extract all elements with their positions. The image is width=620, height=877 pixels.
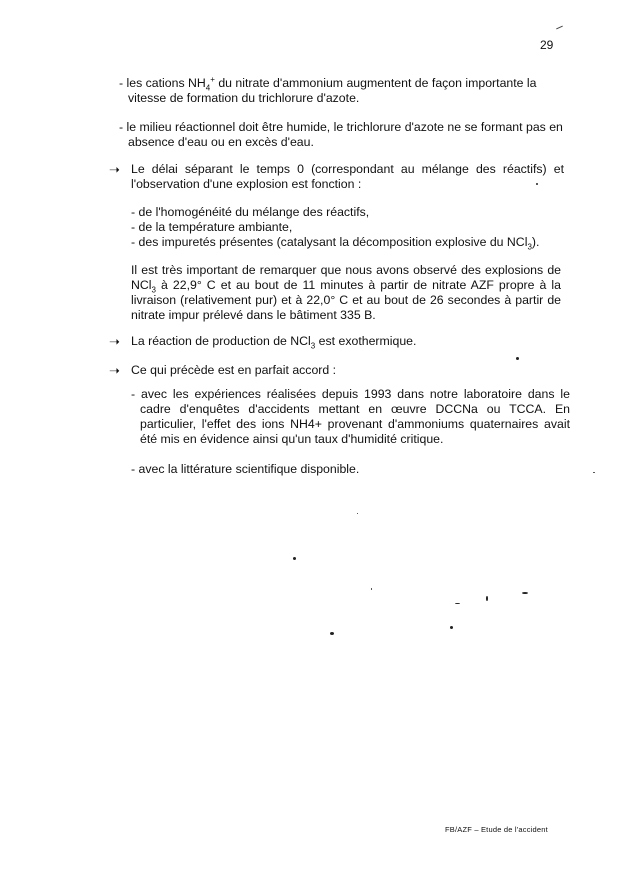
arrow-icon: ➝	[109, 162, 117, 177]
arrow-icon: ➝	[109, 334, 117, 349]
bullet-humid-medium: - le milieu réactionnel doit être humide, le trichlorure d'azote ne se formant pas en absence d'eau ou en excès d'eau.	[119, 120, 563, 149]
arrow-accord-text: Ce qui précède est en parfait accord :	[131, 363, 337, 377]
bullet-nh4-cations	[119, 76, 573, 106]
arrow-exothermic	[109, 334, 564, 351]
factor-homogeneity: - de l'homogénéité du mélange des réactifs,	[131, 205, 370, 219]
arrow-icon: ➝	[109, 363, 117, 378]
factor-impurities-prefix: - des impuretés présentes (catalysant la décomposition explosive du NCl	[131, 235, 528, 249]
bullet-nh4-sub: 4	[205, 83, 211, 93]
scan-speck	[455, 603, 460, 604]
arrow-delay	[109, 162, 564, 192]
remark-paragraph	[131, 263, 561, 323]
page-number-tick	[556, 26, 563, 30]
scan-speck	[293, 557, 296, 560]
factor-impurities	[131, 235, 564, 250]
accord-experiments: - avec les expériences réalisées depuis 1993 dans notre laboratoire dans le cadre d'enquêtes d'accidents mettant en œuvre DCCNa ou TCCA. En particulier, l'effet des ions NH4+ provenant d'ammoniums quaternaires avait été mis en évidence ainsi qu'un taux d'humidité critique.	[131, 387, 570, 446]
scan-speck	[536, 183, 538, 185]
remark-sub: 3	[151, 285, 156, 295]
scan-speck	[357, 513, 358, 514]
bullet-nh4-suffix: du nitrate d'ammonium augmentent de façon importante la vitesse de formation du trichlorure d'azote.	[128, 76, 537, 105]
arrow-exo-suffix: est exothermique.	[315, 334, 417, 348]
scan-speck	[486, 596, 488, 601]
bullet-nh4-sup: +	[210, 74, 215, 84]
scan-speck	[371, 588, 372, 590]
arrow-accord	[109, 363, 564, 378]
scan-speck	[593, 472, 595, 473]
footer-text: FB/AZF – Etude de l'accident	[445, 825, 548, 834]
scan-speck	[522, 592, 528, 594]
page-number: 29	[540, 38, 554, 52]
accord-literature: - avec la littérature scientifique disponible.	[131, 462, 360, 476]
scan-speck	[450, 626, 453, 629]
remark-p2: à 22,9° C et au bout de 11 minutes à partir de nitrate AZF propre à la livraison (relativement pur) et à 22,0° C et au bout de 26 secondes à partir de nitrate impur prélevé dans le bâtiment 335 B.	[131, 278, 561, 322]
arrow-delay-text: Le délai séparant le temps 0 (correspondant au mélange des réactifs) et l'observation d'une explosion est fonction :	[131, 162, 564, 191]
remark-p1: Il est très important de remarquer que nous avons observé des explosions de NCl	[131, 263, 561, 292]
factor-impurities-suffix: ).	[531, 235, 540, 249]
arrow-exo-sub: 3	[310, 341, 316, 351]
factor-temperature: - de la température ambiante,	[131, 220, 293, 234]
factor-impurities-sub: 3	[527, 242, 532, 252]
scan-speck	[330, 632, 334, 635]
scan-speck	[516, 357, 519, 360]
arrow-exo-prefix: La réaction de production de NCl	[131, 334, 311, 348]
bullet-nh4-prefix: - les cations NH	[119, 76, 206, 90]
